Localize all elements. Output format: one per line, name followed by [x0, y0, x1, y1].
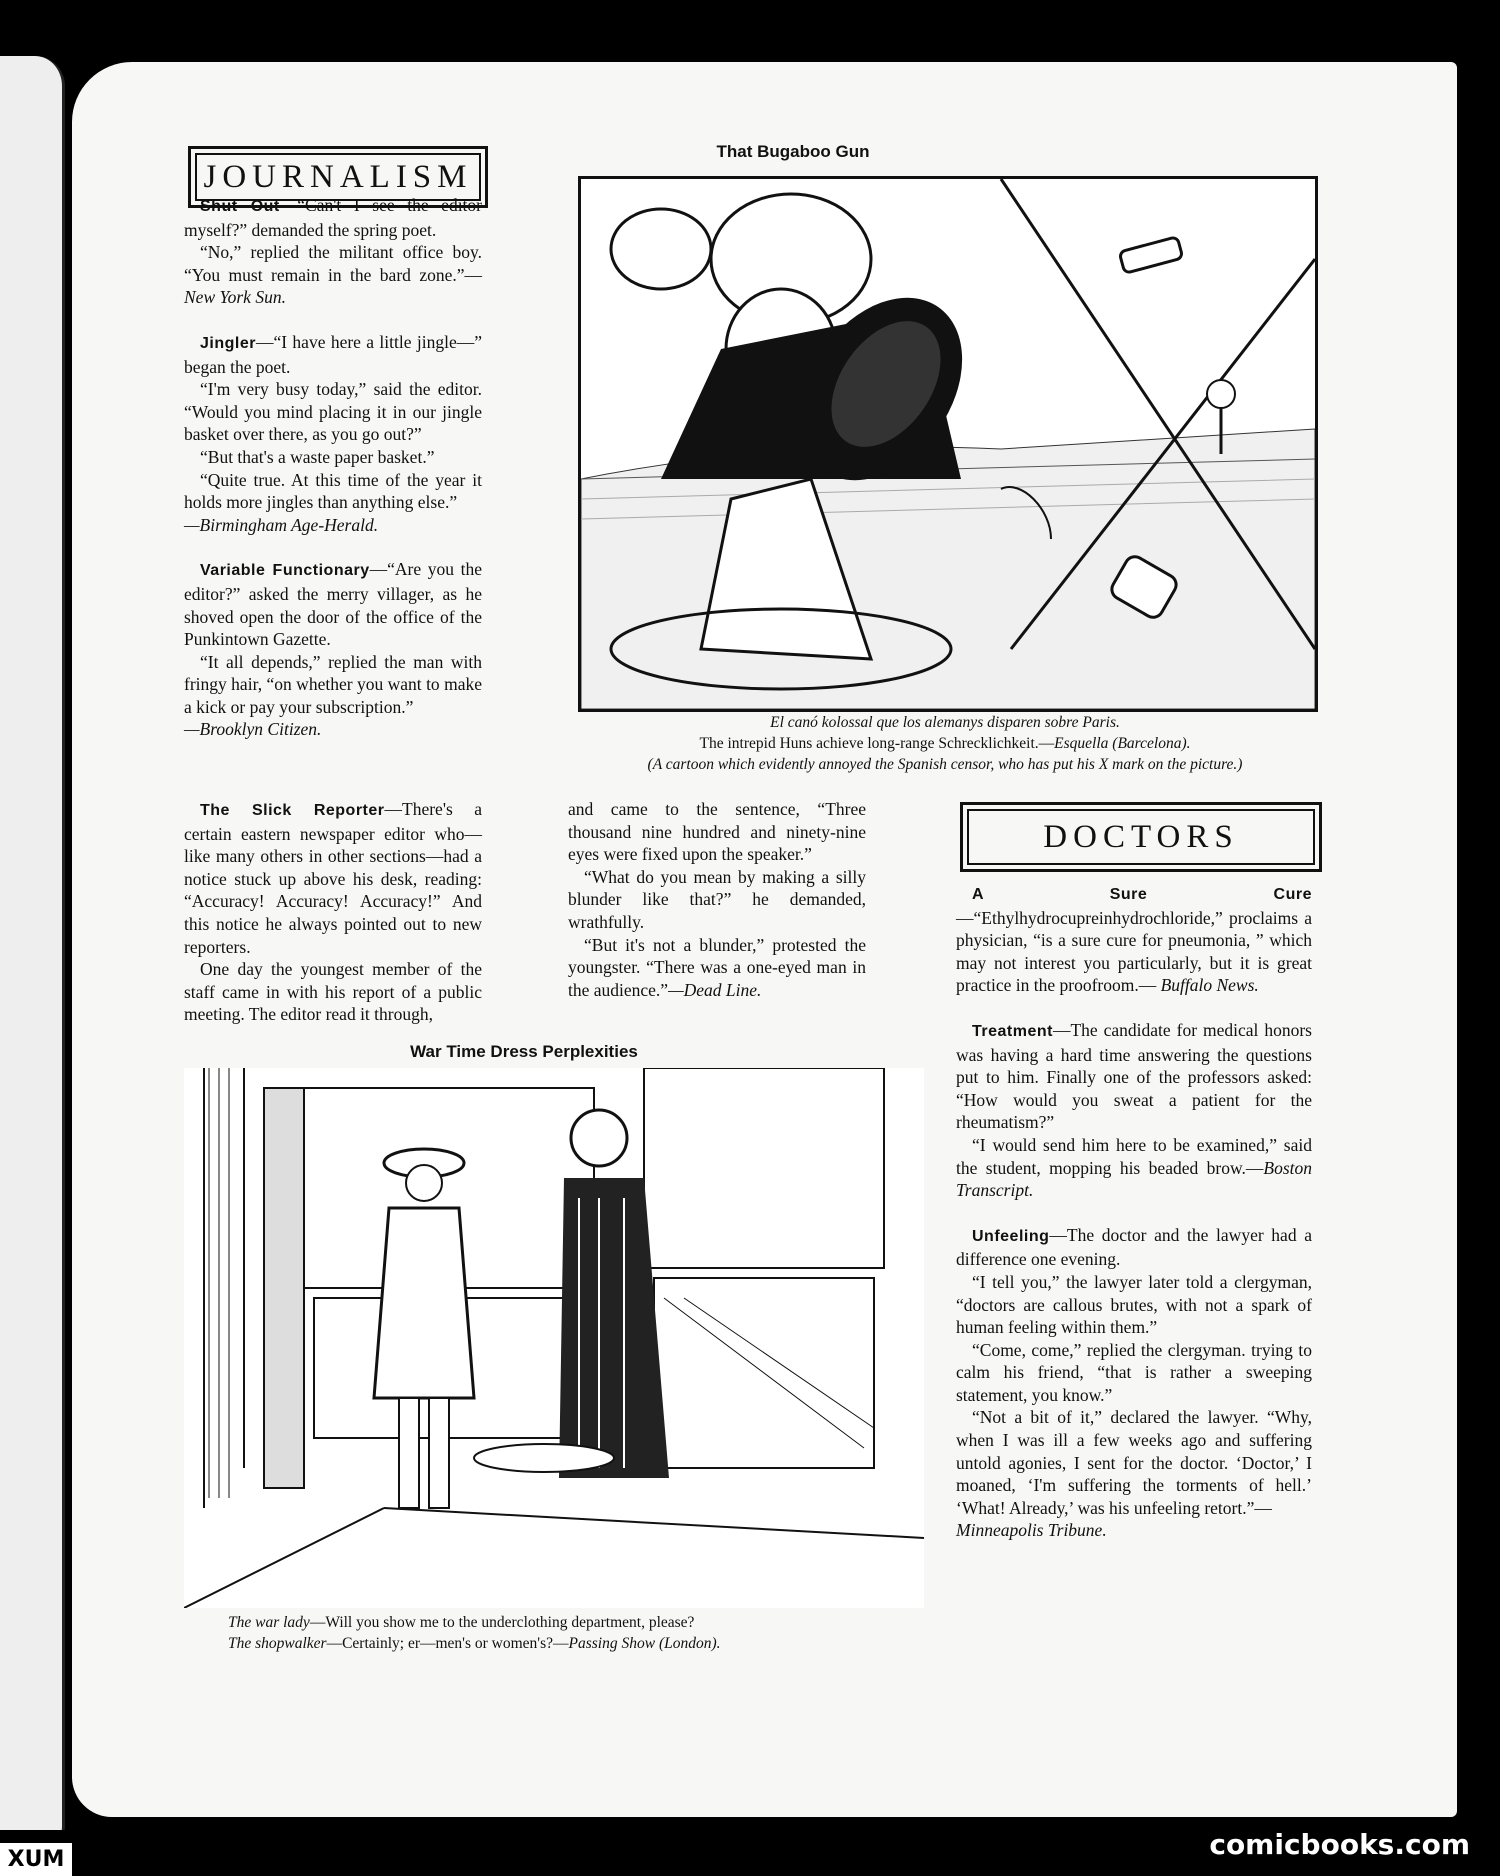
article-jingler: Jingler—“I have here a little jingle—” began the poet. “I'm very busy today,” said the editor. “Would you mind placing it in our jingle basket over there, as you go out?” “But that's a waste paper basket.” “Quite true. At this time of the year it holds more jingles than anything else.” —Birmingham Age-Herald.: [184, 331, 482, 535]
article-variable-functionary: Variable Functionary—“Are you the editor?” asked the merry villager, as he shoved open the door of the office of the Punkintown Gazette. “It all depends,” replied the man with fringy hair, “on whether you want to make a kick or pay your subscription.” —Brooklyn Citizen.: [184, 559, 482, 740]
journalism-heading: JOURNALISM: [188, 146, 488, 208]
journalism-column: [184, 194, 482, 763]
watermark: comicbooks.com: [1209, 1828, 1470, 1861]
article-treatment: Treatment—The candidate for medical honors was having a hard time answering the questions put to him. Finally one of the professors asked: “How would you sweat a patient for the rheumatism?” “I would send him here to be examined,” said the student, mopping his beaded brow.—Boston Transcript.: [956, 1019, 1312, 1201]
article-slick-reporter-cont: and came to the sentence, “Three thousand nine hundred and ninety-nine eyes were fixed upon the speaker.” “What do you mean by making a silly blunder like that?” he demanded, wrathfully. “But it's not a blunder,” protested the youngster. “There was a one-eyed man in the audience.”—Dead Line.: [568, 799, 866, 1000]
corner-tag: XUM: [0, 1843, 72, 1876]
war-time-dress-cartoon: [184, 1068, 924, 1608]
doctors-heading: DOCTORS: [960, 802, 1322, 872]
article-shut-out: Shut Out—“Can't I see the editor myself?” demanded the spring poet. “No,” replied the militant office boy. “You must remain in the bard zone.”— New York Sun.: [184, 195, 482, 308]
article-slick-reporter: The Slick Reporter—There's a certain eastern newspaper editor who—like many others in other sections—had a notice stuck up above his desk, reading: “Accuracy! Accuracy! Accuracy!” And this notice he always pointed out to new reporters. One day the youngest member of the staff came in with his report of a public meeting. The editor read it through,: [184, 799, 482, 1025]
cartoon1-title: That Bugaboo Gun: [716, 142, 870, 161]
adjacent-page-edge: [0, 56, 65, 1856]
bugaboo-gun-cartoon: [578, 176, 1318, 712]
cartoon2-caption: The war lady—Will you show me to the underclothing department, please? The shopwalker—Certainly; er—men's or women's?—Passing Show (London).: [228, 1614, 721, 1652]
cartoon1-caption: El canó kolossal que los alemanys disparen sobre Paris. The intrepid Huns achieve long-range Schrecklichkeit.—Esquella (Barcelona). (A cartoon which evidently annoyed the Spanish censor, who has put his X mark on the picture.): [647, 714, 1243, 773]
magazine-page: [72, 62, 1457, 1817]
article-sure-cure: A Sure Cure—“Ethylhydrocupreinhydrochloride,” proclaims a physician, “is a sure cure for pneumonia, ” which may not interest you particularly, but it is great practice in the proofroom.— Buffalo News.: [956, 886, 1312, 996]
cannon-illustration: [581, 179, 1315, 709]
article-unfeeling: Unfeeling—The doctor and the lawyer had a difference one evening. “I tell you,” the lawyer later told a clergyman, “doctors are callous brutes, with not a spark of human feeling within them.” “Come, come,” replied the clergyman. trying to calm his friend, “that is rather a sweeping statement, you know.” “Not a bit of it,” declared the lawyer. “Why, when I was ill a few weeks ago and suffering untold agonies, I sent for the doctor. ‘Doctor,’ I moaned, ‘I'm suffering the torments of hell.’ ‘What! Already,’ was his unfeeling retort.”— Minneapolis Tribune.: [956, 1224, 1312, 1541]
doctors-column: [956, 882, 1312, 1564]
shop-scene-illustration: [184, 1068, 924, 1608]
cartoon2-title: War Time Dress Perplexities: [410, 1042, 638, 1061]
